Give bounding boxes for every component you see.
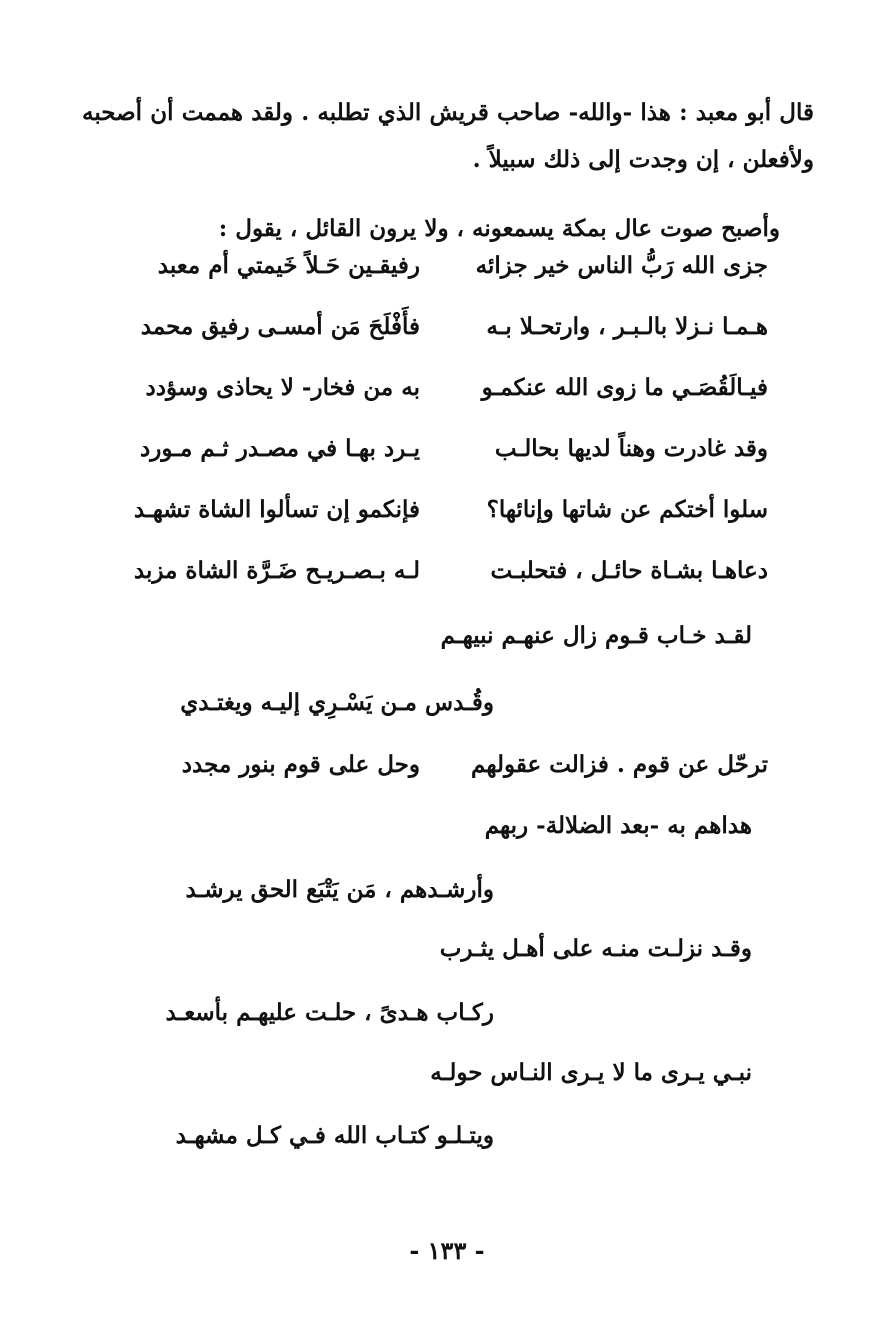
verse-line: وقُـدس مـن يَسْـرِي إليـه ويغتـدي bbox=[180, 689, 494, 716]
prose-paragraph: قال أبو معبد : هذا -والله- صاحب قريش الذي تطلبه . ولقد هممت أن أصحبه ولأفعلن ، إن وجدت إلى ذلك سبيلاً . bbox=[82, 99, 814, 173]
verse-line: نبـي يـرى ما لا يـرى النـاس حولـه bbox=[430, 1059, 752, 1086]
verse-line: ويتـلـو كتـاب الله فـي كـل مشهـد bbox=[175, 1122, 494, 1149]
verse-hemistich: فأَفْلَحَ مَن أمسـى رفيق محمد bbox=[140, 313, 420, 340]
prose-intro-line: وأصبح صوت عال بمكة يسمعونه ، ولا يرون القائل ، يقول : bbox=[218, 215, 780, 242]
verse-hemistich: فيـالَقُصَـي ما زوى الله عنكمـو bbox=[481, 374, 768, 401]
verse-hemistich: سلوا أختكم عن شاتها وإنائها؟ bbox=[486, 496, 768, 523]
verse-hemistich: وقد غادرت وهناً لديها بحالـب bbox=[494, 435, 768, 462]
verse-hemistich: رفيقـين حَـلاً خَيمتي أم معبد bbox=[157, 252, 420, 279]
verse-hemistich: ترحّل عن قوم . فزالت عقولهم bbox=[471, 751, 768, 778]
verse-hemistich: به من فخار- لا يحاذى وسؤدد bbox=[145, 374, 420, 401]
verse-line: وقـد نزلـت منـه على أهـل يثـرب bbox=[439, 935, 752, 962]
verse-hemistich: هـمـا نـزلا بالـبـر ، وارتحـلا بـه bbox=[486, 313, 768, 340]
verse-hemistich: دعاهـا بشـاة حائـل ، فتحلبـت bbox=[490, 557, 768, 584]
verse-line: هداهم به -بعد الضلالة- ربهم bbox=[484, 812, 752, 839]
verse-line: لقـد خـاب قـوم زال عنهـم نبيهـم bbox=[440, 622, 752, 649]
verse-line: ركـاب هـدىً ، حلـت عليهـم بأسعـد bbox=[165, 999, 494, 1026]
verse-hemistich: وحل على قوم بنور مجدد bbox=[181, 751, 420, 778]
verse-hemistich: يـرد بهـا في مصـدر ثـم مـورد bbox=[140, 435, 420, 462]
page-number: - ١٣٣ - bbox=[409, 1236, 485, 1265]
verse-hemistich: جزى الله رَبُّ الناس خير جزائه bbox=[475, 252, 768, 279]
verse-hemistich: فإنكمو إن تسألوا الشاة تشهـد bbox=[133, 496, 420, 523]
verse-line: وأرشـدهم ، مَن يَتْبَع الحق يرشـد bbox=[185, 876, 494, 903]
verse-hemistich: لـه بـصـريـح ضَـرَّة الشاة مزبد bbox=[133, 557, 420, 584]
